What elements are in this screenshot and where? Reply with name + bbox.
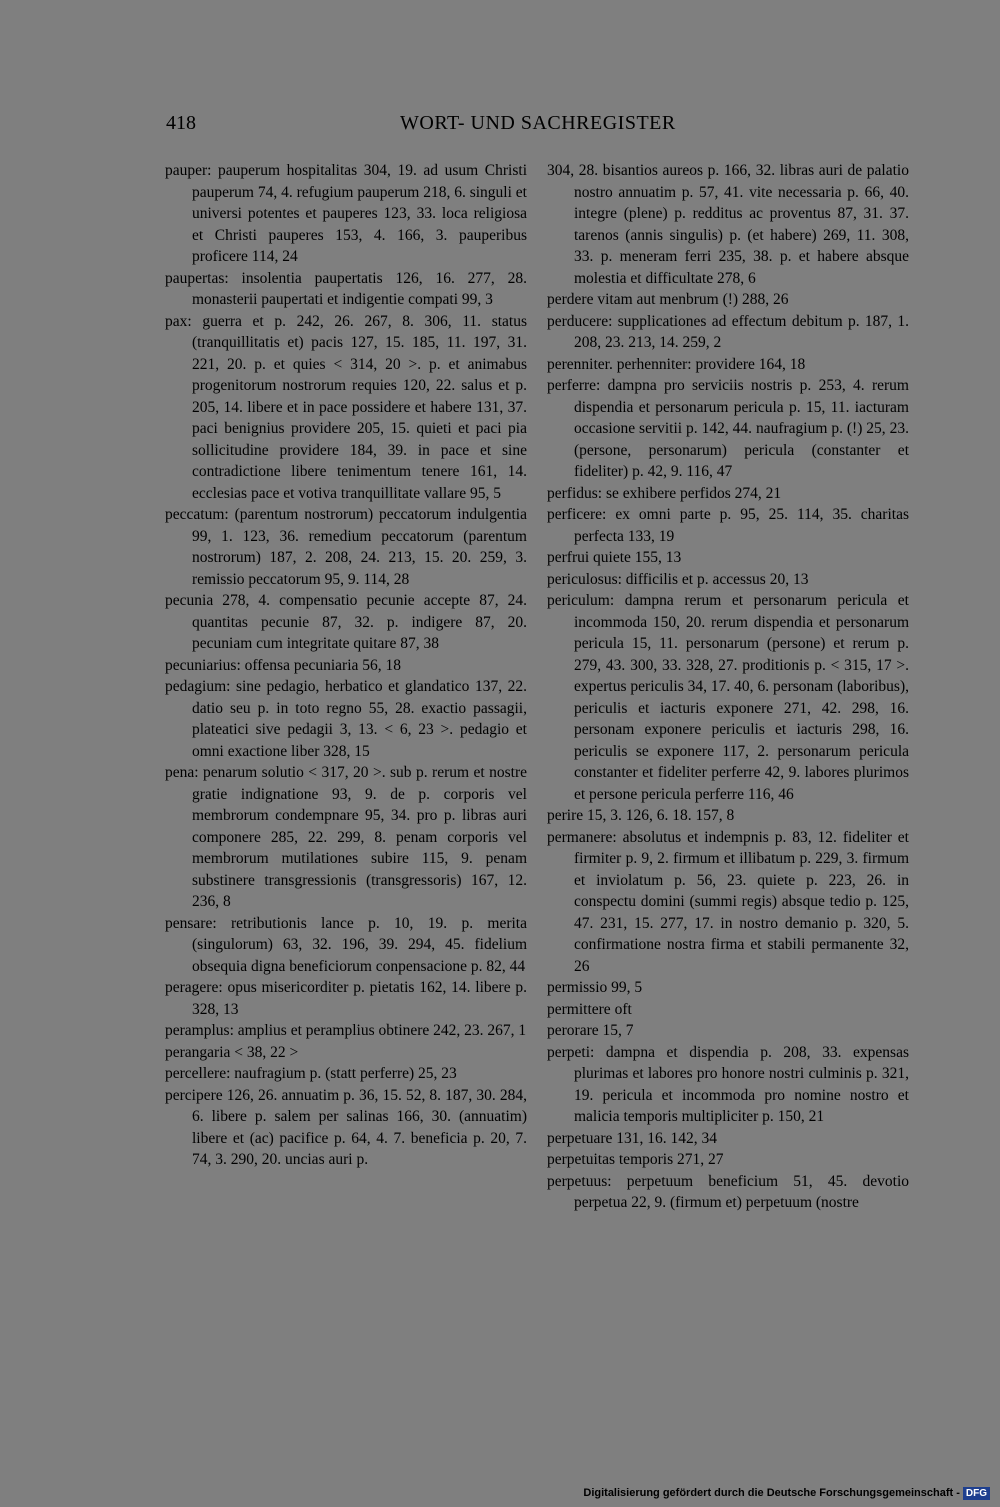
index-entry: pensare: retributionis lance p. 10, 19. p. merita (singulorum) 63, 32. 196, 39. 294, 45. fidelium obsequia digna beneficiorum conpensacione p. 82, 44: [165, 914, 527, 975]
index-entry: peccatum: (parentum nostrorum) peccatorum indulgentia 99, 1. 123, 36. remedium peccatorum (parentum nostrorum) 187, 2. 208, 24. 213, 15. 20. 259, 3. remissio peccatorum 95, 9. 114, 28: [165, 506, 527, 588]
index-entry: perducere: supplicationes ad effectum debitum p. 187, 1. 208, 23. 213, 14. 259, 2: [547, 312, 909, 351]
index-entry: peramplus: amplius et peramplius obtinere 242, 23. 267, 1: [165, 1022, 527, 1039]
index-entry: perorare 15, 7: [547, 1022, 634, 1039]
index-entry: pax: guerra et p. 242, 26. 267, 8. 306, 11. status (tranquillitatis et) pacis 127, 15. 185, 11. 197, 31. 221, 20. p. et quies < 314, 20 >. p. et animabus progenitorum nostrorum requies 120, 22. salus et p. 205, 14. libere et in pace possidere et habere 131, 37. paci benignius providere 205, 15. quieti et paci pia sollicitudine providere 184, 39. in pace et sine contradictione libere tenimentum tenere 161, 14. ecclesias pace et votiva tranquillitate vallare 95, 5: [165, 312, 527, 502]
index-entry: permanere: absolutus et indempnis p. 83, 12. fideliter et firmiter p. 9, 2. firmum et illibatum p. 229, 3. firmum et inviolatum p. 56, 23. quiete p. 223, 26. in conspectu domini (summi regis) absque tedio p. 125, 47. 231, 15. 277, 17. in nostro demanio p. 320, 5. confirmatione nostra firma et stabili permanente 32, 26: [547, 828, 909, 975]
index-entry: percellere: naufragium p. (statt perferre) 25, 23: [165, 1065, 457, 1082]
index-entry: periculosus: difficilis et p. accessus 20, 13: [547, 570, 809, 588]
index-entry: perpetuare 131, 16. 142, 34: [547, 1129, 718, 1147]
index-entry: pecuniarius: offensa pecuniaria 56, 18: [165, 656, 402, 674]
index-entry: pena: penarum solutio < 317, 20 >. sub p. rerum et nostre gratie indignatione 93, 9. de p. corporis vel membrorum condempnare 95, 34. pro p. libras auri componere 285, 22. 299, 8. penam corporis vel membrorum mutilationes subire 115, 9. penam substinere transgressionis (transgressoris) 167, 12. 236, 8: [165, 764, 527, 910]
index-entry: perpeti: dampna et dispendia p. 208, 33. expensas plurimas et labores pro honore nostri culminis p. 321, 19. pericula et incommoda pro nomine nostro et malicia temporis multipliciter p. 150, 21: [547, 1043, 909, 1125]
index-entry: pauper: pauperum hospitalitas 304, 19. ad usum Christi pauperum 74, 4. refugium pauperum 218, 6. singuli et universi potentes et pauperes 123, 33. loca religiosa et Christi pauperes 153, 4. 166, 3. pauperibus proficere 114, 24: [165, 162, 527, 265]
index-entry: paupertas: insolentia paupertatis 126, 16. 277, 28. monasterii paupertati et indigentie compati 99, 3: [165, 269, 527, 308]
dfg-logo: DFG: [963, 1487, 990, 1500]
index-entry: periculum: dampna rerum et personarum pericula et incommoda 150, 20. rerum dispendia et personarum pericula 15, 11. personarum (persone) et rerum p. 279, 43. 300, 33. 328, 27. proditionis p. < 315, 17 >. expertus periculis 34, 17. 40, 6. personam (laboribus), periculis et iacturis exponere 271, 42. 298, 16. personam exponere periculis et iacturis 298, 16. periculis se exponere 117, 2. personarum pericula constanter et fideliter perferre 42, 9. labores plurimos et persone pericula perferre 116, 46: [547, 592, 909, 803]
index-entry: perficere: ex omni parte p. 95, 25. 114, 35. charitas perfecta 133, 19: [547, 506, 909, 545]
index-entry: 304, 28. bisantios aureos p. 166, 32. libras auri de palatio nostro annuatim p. 57, 41. vite necessaria p. 66, 40. integre (plene) p. redditus ac proventus 87, 31. 37. tarenos (annis singulis) p. (et habere) 269, 11. 308, 33. p. meneram ferri 235, 38. p. et habere absque molestia et difficultate 278, 6: [547, 162, 909, 287]
index-entry: pedagium: sine pedagio, herbatico et glandatico 137, 22. datio seu p. in toto regno 55, 28. exactio passagii, plateatici sive pedagii 3, 13. < 6, 23 >. pedagio et omni exactione liber 328, 15: [165, 678, 527, 760]
index-entry: percipere 126, 26. annuatim p. 36, 15. 52, 8. 187, 30. 284, 6. libere p. salem per salinas 166, 30. (annuatim) libere et (ac) pacifice p. 64, 4. 7. beneficia p. 20, 7. 74, 3. 290, 20. uncias auri p.: [165, 1086, 527, 1168]
dfg-footer: [583, 1485, 990, 1501]
index-entry: perangaria < 38, 22 >: [165, 1043, 299, 1061]
index-entry: perfrui quiete 155, 13: [547, 549, 682, 566]
page-header: [0, 112, 1000, 140]
right-column: [547, 160, 909, 1214]
index-entry: perfidus: se exhibere perfidos 274, 21: [547, 484, 782, 502]
page-number: 418: [166, 112, 196, 134]
index-entry: perpetuus: perpetuum beneficium 51, 45. devotio perpetua 22, 9. (firmum et) perpetuum (nostre: [547, 1172, 909, 1211]
index-entry: perferre: dampna pro serviciis nostris p. 253, 4. rerum dispendia et personarum pericula p. 15, 11. iacturam occasione servitii p. 142, 44. naufragium p. (!) 25, 23. (persone, personarum) pericula (constanter et fideliter) p. 42, 9. 116, 47: [547, 377, 909, 480]
index-entry: permissio 99, 5: [547, 979, 643, 996]
index-entry: perenniter. perhenniter: providere 164, 18: [547, 355, 806, 373]
index-entry: pecunia 278, 4. compensatio pecunie accepte 87, 24. quantitas pecunie 87, 32. p. indigere 87, 20. pecuniam cum integritate quitare 87, 38: [165, 592, 527, 652]
index-entry: permittere oft: [547, 1000, 632, 1018]
index-entry: perire 15, 3. 126, 6. 18. 157, 8: [547, 807, 735, 824]
index-entry: perdere vitam aut menbrum (!) 288, 26: [547, 291, 789, 308]
index-entry: peragere: opus misericorditer p. pietatis 162, 14. libere p. 328, 13: [165, 979, 527, 1018]
footer-text: Digitalisierung gefördert durch die Deutsche Forschungsgemeinschaft -: [583, 1487, 960, 1499]
index-entry: perpetuitas temporis 271, 27: [547, 1151, 724, 1168]
running-head: WORT- UND SACHREGISTER: [400, 112, 676, 134]
left-column: [165, 160, 527, 1171]
